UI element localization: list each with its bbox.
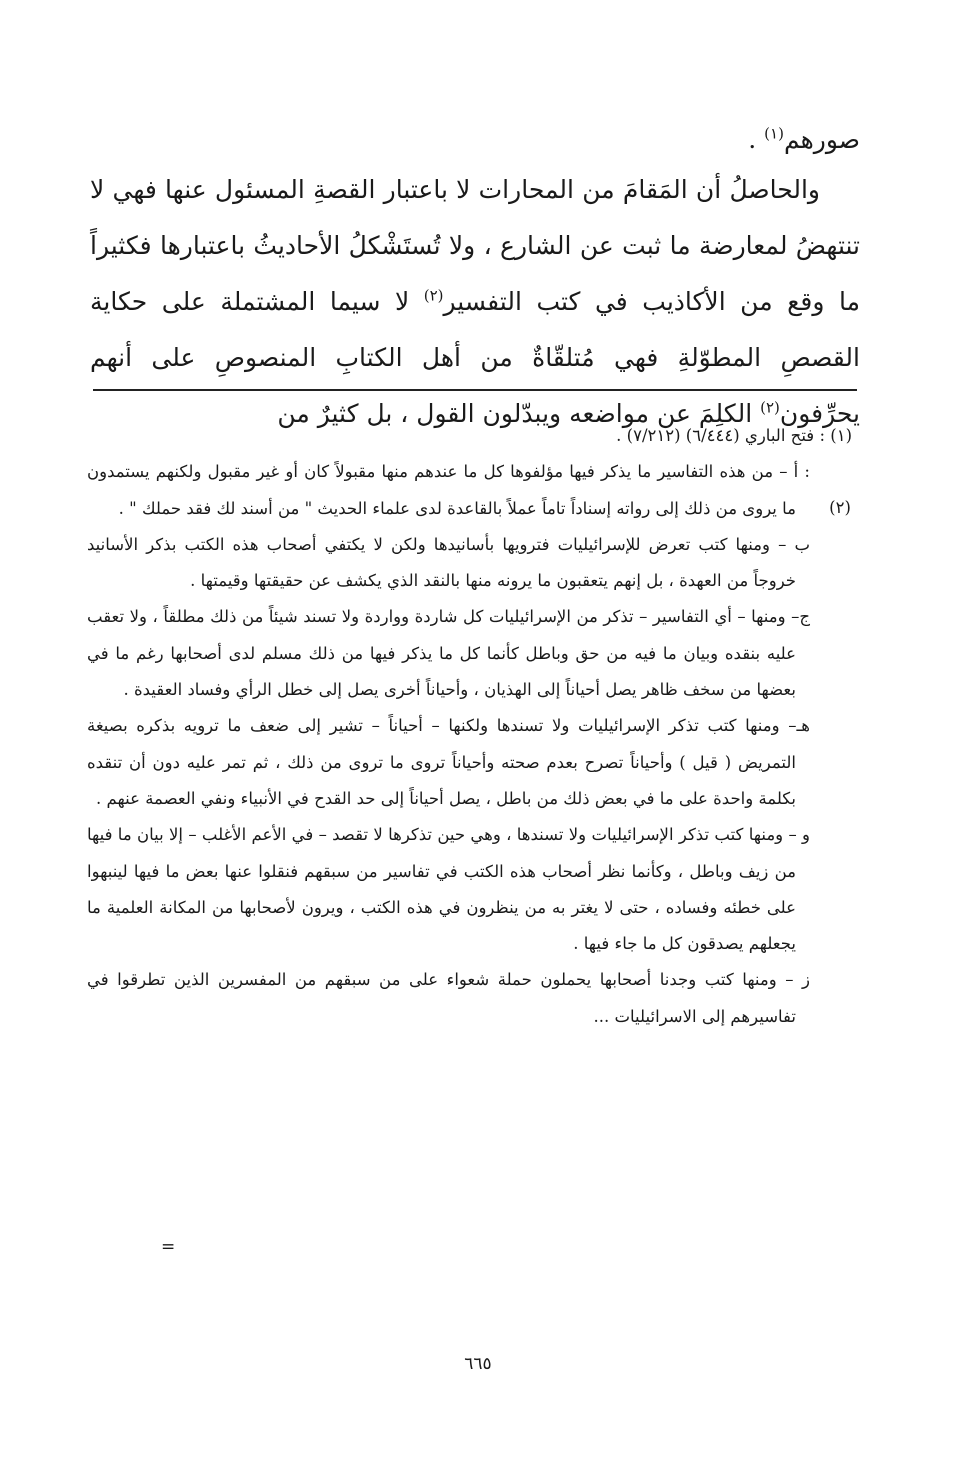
item-text: ومنها – أي التفاسير – تذكر من الإسرائيليات كل شاردة وواردة ولا تسند شيئاً من ذلك مطلقاً ، ولا تعقب عليه بنقده وبيان ما فيه من حق وباطل كأنما كل ما يذكر فيها من ذلك مسلم لدى أصحابها رغم ما في بعضها من سخف ظاهر يصل أحياناً إلى الهذيان ، وأحياناً أخرى يصل إلى خطل الرأي وفساد العقيدة . [87,607,796,700]
paragraph-text-part1: والحاصلُ أن المَقامَ من المحارات لا باعتبار القصةِ المسئول عنها فهي لا تنتهضُ لمعارضة ما ثبت عن الشارع ، ولا تُستَشْكلُ الأحاديثُ باعتبارها فكثيراً ما وقع من الأكاذيب في كتب التفسير [90,175,860,316]
footnote-item-c [87,599,810,708]
footnote-ref-2b[interactable]: (٢) [760,398,780,417]
footnote-item-b [87,527,810,600]
footnote-ref-2a[interactable]: (٢) [423,286,444,305]
item-text: ومنها كتب وجدنا أصحابها يحملون حملة شعواء على من سبقهم من المفسرين الذين تطرقوا في تفاسيرهم إلى الاسرائيليات ... [87,970,796,1026]
footnote-2 [87,454,852,1035]
paragraph-text-part3: الكلِمَ عن مواضعه ويبدّلون القول ، بل كثيرٌ من [277,399,761,428]
footnote-separator [93,389,857,391]
footnotes [87,418,852,1035]
footnote-2-body [87,454,810,1035]
item-text: ومنها كتب تعرض للإسرائيليات فترويها بأسانيدها ولكن لا يكتفي أصحاب هذه الكتب بذكر الأسانيد خروجاً من العهدة ، بل إنهم يتعقبون ما يرونه منها بالنقد الذي يكشف عن حقيقتها وقيمتها . [87,534,796,591]
item-label: ز – [785,970,810,990]
opening-word: صورهم [783,125,860,154]
item-label: : أ – [779,462,810,482]
footnote-item-a [87,454,810,527]
page-number: ٦٦٥ [464,1354,492,1374]
footnote-item-z [87,962,810,1035]
opening-line [90,118,860,162]
footnote-2-number: (٢) [829,498,851,518]
main-text [90,118,860,442]
continuation-mark: = [161,1237,176,1257]
item-text: من هذه التفاسير ما يذكر فيها مؤلفوها كل ما عندهم منها مقبولاً كان أو غير مقبول ولكنهم يستمدون ما يروى من ذلك إلى رواته إسناداً تاماً عملاً بالقاعدة لدى علماء الحديث " من أسند لك فقد حملك " . [87,462,796,518]
footnote-ref-1[interactable]: (١) [764,124,784,143]
main-paragraph [90,162,860,442]
item-text: ومنها كتب تذكر الإسرائيليات ولا تسندها ، وهي حين تذكرها لا تقصد – في الأعم الأغلب – إلا بيان ما فيها من زيف وباطل ، وكأنما نظر أصحاب هذه الكتب في تفاسير من سبقهم فنقلوا عنها بعض ما فيها لينبهوا على خطئه وفساده ، حتى لا يغتر به من ينظرون في هذه الكتب ، ويرون لأصحابها من المكانة العلمية ما يجعلهم يصدقون كل ما جاء فيها . [87,825,796,954]
item-label: هـ– [788,716,810,736]
footnote-1 [87,418,852,454]
footnote-1-text: فتح الباري (٦/٤٤٤) (٧/٢١٢) . [616,426,815,445]
footnote-item-w [87,817,810,962]
footnote-item-h [87,708,810,817]
item-label: ب – [778,534,811,554]
item-text: ومنها كتب تذكر الإسرائيليات ولا تسندها ولكنها – أحياناً – تشير إلى ضعف ما ترويه بذكره بصيغة التمريض ( قيل ) وأحياناً تصرح بعدم صحته وأحياناً تروى ما تروى من ذلك ، ثم تمر عليه دون أن تنقده بكلمة واحدة على ما في بعض ذلك من باطل ، يصل أحياناً إلى حد القدح في الأنبياء ونفي العصمة عنهم . [87,716,796,808]
item-label: و – [788,825,810,845]
opening-period: . [748,125,757,154]
paragraph-text-part2: لا سيما المشتملة على حكاية القصصِ المطوّلةِ فهي مُتلقّاةٌ من أهل الكتابِ المنصوصِ على أنهم يحرِّفون [90,287,860,428]
footnote-1-number: (١) : [819,426,852,445]
item-label: ج– [791,607,810,627]
